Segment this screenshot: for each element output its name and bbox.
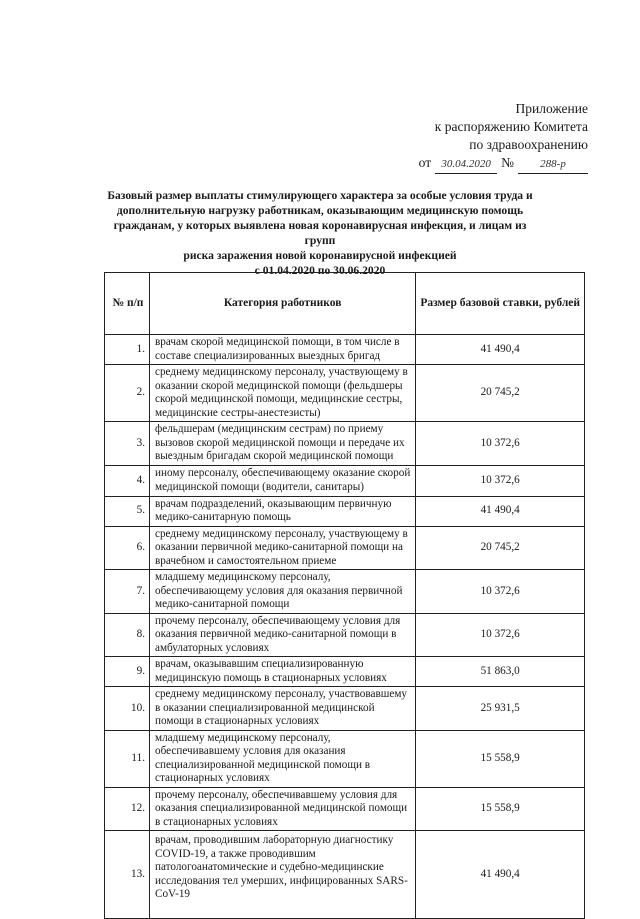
row-number: 13. [105,831,150,919]
row-number: 5. [105,496,150,526]
row-amount: 20 745,2 [416,526,585,570]
row-category: младшему медицинскому персоналу, обеспечивавшему условия для оказания специализированной медицинской помощи в стационарных условиях [150,730,416,787]
title-line-2: дополнительную нагрузку работникам, оказывающим медицинскую помощь [116,204,524,217]
table-row [105,787,585,831]
table-row [105,570,585,614]
row-number: 10. [105,687,150,731]
row-category: иному персоналу, обеспечивающему оказание скорой медицинской помощи (водители, санитары) [150,465,416,496]
row-number: 1. [105,335,150,365]
row-amount: 10 372,6 [416,570,585,614]
table-row [105,465,585,496]
row-category: прочему персоналу, обеспечивающему условия для оказания первичной медико-санитарной помощи в амбулаторных условиях [150,613,416,657]
row-category: прочему персоналу, обеспечивавшему условия для оказания специализированной медицинской помощи в стационарных условиях [150,787,416,831]
table-row [105,496,585,526]
row-amount: 41 490,4 [416,496,585,526]
header-category: Категория работников [150,273,416,335]
row-category: врачам, проводившим лабораторную диагностику COVID-19, а также проводившим патологоанатомические и судебно-медицинские исследования тел умерших, инфицированных SARS-CoV-19 [150,831,416,919]
row-category: врачам скорой медицинской помощи, в том числе в составе специализированных выездных бригад [150,335,416,365]
header-amount: Размер базовой ставки, рублей [416,273,585,335]
row-number: 12. [105,787,150,831]
appendix-date-number [419,154,588,174]
table-header-row [105,273,585,335]
appendix-title: Приложение [515,101,588,116]
row-amount: 51 863,0 [416,657,585,687]
table-row [105,657,585,687]
row-number: 8. [105,613,150,657]
document-title [105,188,535,278]
table-row [105,613,585,657]
appendix-line-committee: к распоряжению Комитета [434,119,588,134]
handwritten-number: 288-р [518,155,588,174]
payments-table [104,272,585,919]
row-category: среднему медицинскому персоналу, участвовавшему в оказании специализированной медицинской помощи в стационарных условиях [150,687,416,731]
table-row [105,422,585,466]
row-amount: 41 490,4 [416,831,585,919]
row-amount: 15 558,9 [416,730,585,787]
table-row [105,831,585,919]
row-number: 7. [105,570,150,614]
row-amount: 41 490,4 [416,335,585,365]
row-amount: 25 931,5 [416,687,585,731]
row-number: 4. [105,465,150,496]
appendix-block [419,100,588,174]
row-category: младшему медицинскому персоналу, обеспечивающему условия для оказания первичной медико-санитарной помощи [150,570,416,614]
row-number: 2. [105,365,150,422]
row-number: 3. [105,422,150,466]
table-row [105,730,585,787]
handwritten-date: 30.04.2020 [435,155,497,174]
header-number: № п/п [105,273,150,335]
table-row [105,687,585,731]
row-number: 11. [105,730,150,787]
number-prefix: № [501,155,514,170]
row-category: врачам подразделений, оказывающим первичную медико-санитарную помощь [150,496,416,526]
table-row [105,526,585,570]
title-line-5: с 01.04.2020 по 30.06.2020 [254,264,386,277]
title-line-4: риска заражения новой коронавирусной инфекцией [183,249,457,262]
row-amount: 15 558,9 [416,787,585,831]
appendix-line-health: по здравоохранению [469,137,588,152]
row-number: 6. [105,526,150,570]
row-category: врачам, оказывавшим специализированную медицинскую помощь в стационарных условиях [150,657,416,687]
table-row [105,335,585,365]
row-category: фельдшерам (медицинским сестрам) по приему вызовов скорой медицинской помощи и передаче их выездным бригадам скорой медицинской помощи [150,422,416,466]
row-category: среднему медицинскому персоналу, участвующему в оказании скорой медицинской помощи (фельдшеры скорой медицинской помощи, медицинские сестры, медицинские сестры-анестезисты) [150,365,416,422]
row-amount: 10 372,6 [416,465,585,496]
title-line-1: Базовый размер выплаты стимулирующего характера за особые условия труда и [107,189,533,202]
row-category: среднему медицинскому персоналу, участвующему в оказании первичной медико-санитарной помощи на врачебном и самостоятельном приеме [150,526,416,570]
date-prefix: от [418,155,432,170]
title-line-3: гражданам, у которых выявлена новая коронавирусная инфекция, и лицам из групп [113,219,527,247]
table-row [105,365,585,422]
row-amount: 10 372,6 [416,422,585,466]
row-amount: 20 745,2 [416,365,585,422]
row-number: 9. [105,657,150,687]
row-amount: 10 372,6 [416,613,585,657]
